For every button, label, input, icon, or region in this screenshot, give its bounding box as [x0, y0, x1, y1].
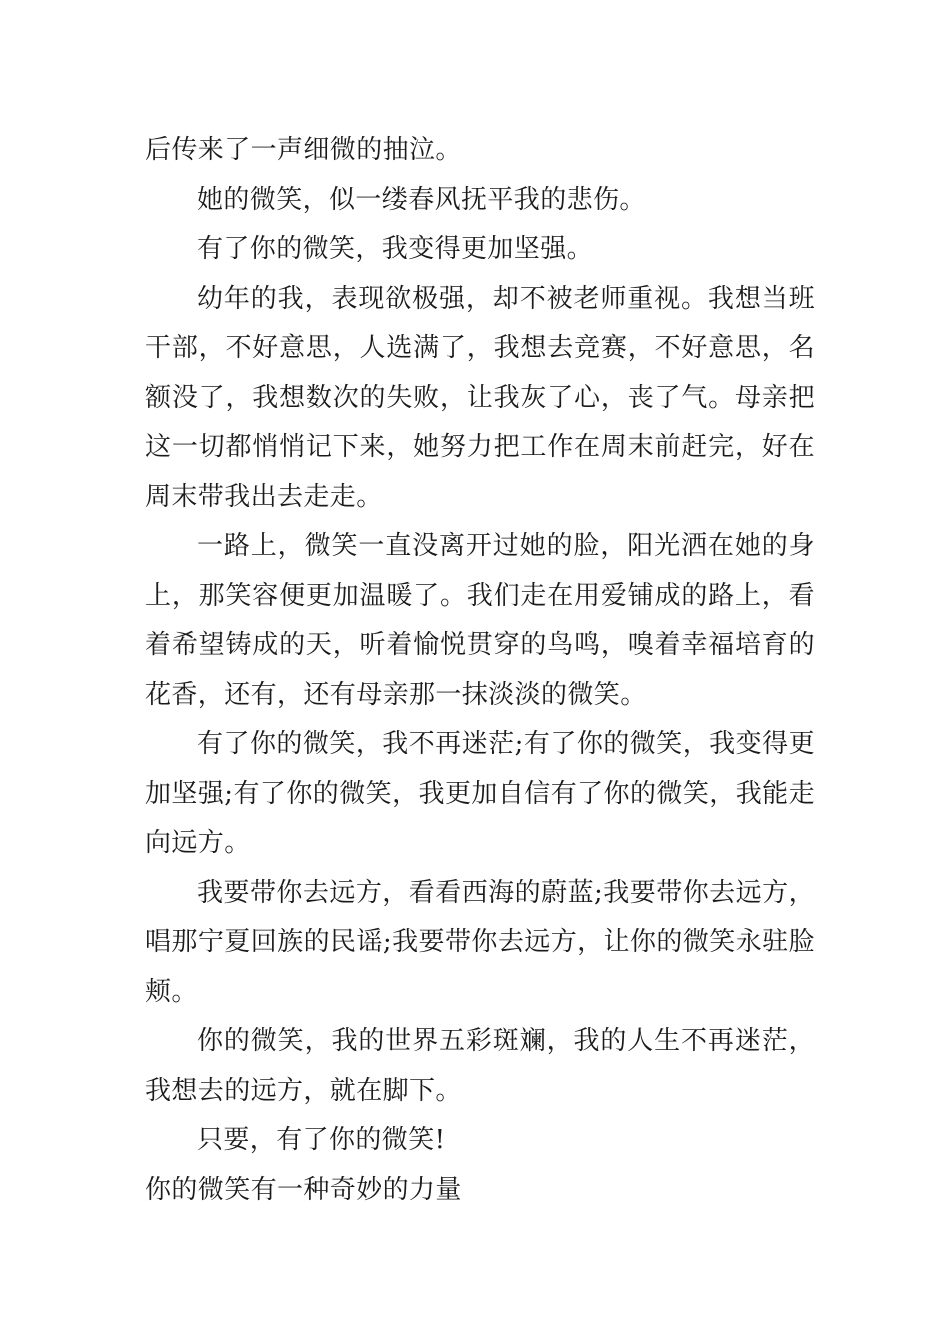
paragraph: 一路上，微笑一直没离开过她的脸，阳光洒在她的身上，那笑容便更加温暖了。我们走在用爱铺成的路上，看着希望铸成的天，听着愉悦贯穿的鸟鸣，嗅着幸福培育的花香，还有，还有母亲那一抹淡淡的微笑。 [145, 531, 815, 710]
paragraph: 幼年的我，表现欲极强，却不被老师重视。我想当班干部，不好意思，人选满了，我想去竞赛，不好意思，名额没了，我想数次的失败，让我灰了心，丧了气。母亲把这一切都悄悄记下来，她努力把工作在周末前赶完，好在周末带我出去走走。 [145, 283, 815, 512]
paragraph: 你的微笑，我的世界五彩斑斓，我的人生不再迷茫，我想去的远方，就在脚下。 [145, 1026, 815, 1106]
paragraph: 有了你的微笑，我不再迷茫;有了你的微笑，我变得更加坚强;有了你的微笑，我更加自信有了你的微笑，我能走向远方。 [145, 729, 815, 858]
paragraph: 我要带你去远方，看看西海的蔚蓝;我要带你去远方，唱那宁夏回族的民谣;我要带你去远方，让你的微笑永驻脸颊。 [145, 877, 815, 1007]
paragraph: 有了你的微笑，我变得更加坚强。 [197, 234, 594, 264]
paragraph: 只要，有了你的微笑! [197, 1125, 446, 1155]
section-title: 你的微笑有一种奇妙的力量 [145, 1174, 462, 1205]
document-body [145, 126, 815, 1215]
paragraph: 她的微笑，似一缕春风抚平我的悲伤。 [197, 184, 646, 215]
paragraph-continuation: 后传来了一声细微的抽泣。 [145, 135, 462, 165]
